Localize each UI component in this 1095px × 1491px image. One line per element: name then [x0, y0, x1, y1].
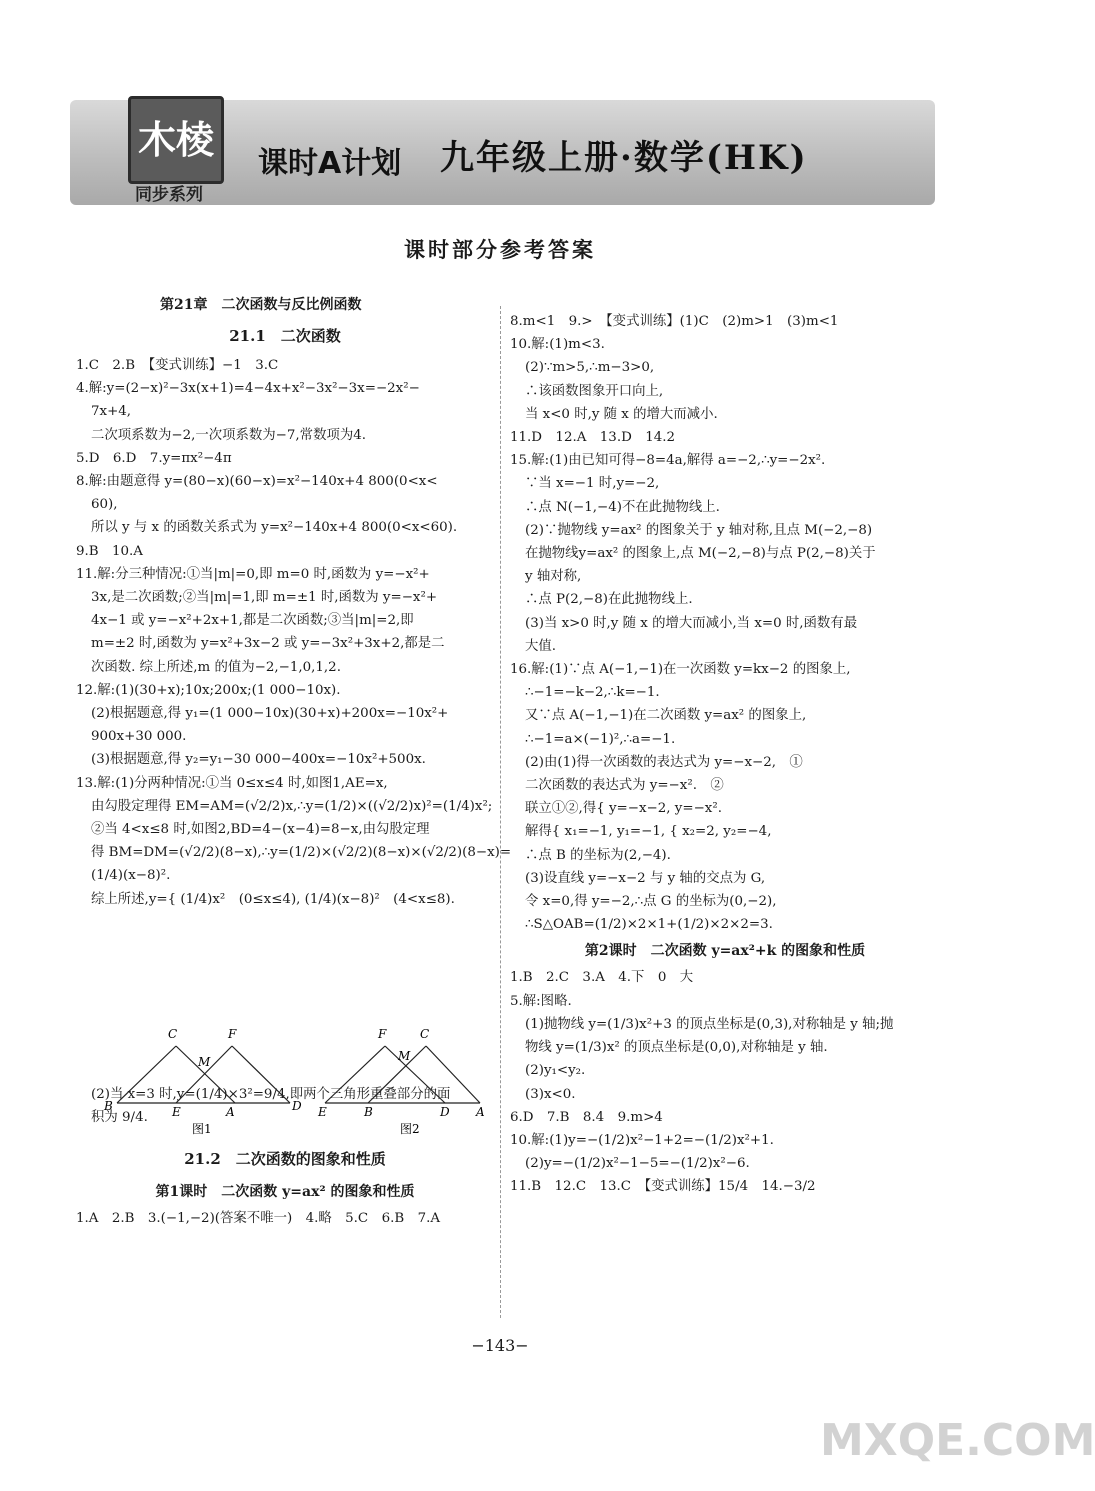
right-answer-line: y 轴对称, — [525, 569, 582, 585]
right-answer-line: (2)y=−(1/2)x²−1−5=−(1/2)x²−6. — [525, 1156, 750, 1172]
fig1-label-c: C — [168, 1027, 178, 1041]
brand-title: 课时A计划 — [258, 146, 402, 181]
left-answer-line: 9.B 10.A — [76, 543, 143, 559]
fig1-caption: 图1 — [192, 1122, 212, 1136]
left-answer-line: 8.解:由题意得 y=(80−x)(60−x)=x²−140x+4 800(0<x< — [76, 474, 438, 490]
left-answer-line: 综上所述,y={ (1/4)x² (0≤x≤4), (1/4)(x−8)² (4<x≤8). — [91, 891, 455, 907]
right-answer-line: ∴该函数图象开口向上, — [525, 383, 664, 399]
left-answer-line: 4x−1 或 y=−x²+2x+1,都是二次函数;③当|m|=2,即 — [91, 613, 414, 629]
right-answer-line: 15.解:(1)由已知可得−8=4a,解得 a=−2,∴y=−2x². — [510, 453, 826, 469]
page-number: −143− — [471, 1336, 529, 1355]
right-answer-line: 解得{ x₁=−1, y₁=−1, { x₂=2, y₂=−4, — [525, 824, 772, 840]
left-answer-line: ②当 4<x≤8 时,如图2,BD=4−(x−4)=8−x,由勾股定理 — [91, 822, 430, 838]
right-answer-line: 又∵点 A(−1,−1)在二次函数 y=ax² 的图象上, — [525, 708, 807, 724]
left-answer-line: 1.C 2.B 【变式训练】−1 3.C — [76, 358, 279, 373]
page-heading: 课时部分参考答案 — [404, 237, 596, 262]
right-answer-line: 二次函数的表达式为 y=−x². ② — [525, 778, 724, 794]
left-answer-line: (2)根据题意,得 y₁=(1 000−10x)(30+x)+200x=−10x²+ — [91, 706, 449, 722]
right-answer-line: 8.m<1 9.> 【变式训练】(1)C (2)m>1 (3)m<1 — [510, 314, 839, 329]
figure-1 — [103, 1027, 302, 1136]
left-answer-line: 13.解:(1)分两种情况:①当 0≤x≤4 时,如图1,AE=x, — [76, 775, 388, 791]
triangle-figures — [100, 1018, 500, 1143]
left-answer-line: (1/4)(x−8)². — [91, 868, 171, 884]
left-answer-line: 次函数. 综上所述,m 的值为−2,−1,0,1,2. — [91, 659, 341, 675]
fig1-label-m: M — [198, 1055, 211, 1069]
right-answer-line: 大值. — [525, 638, 557, 654]
figure-2 — [317, 1027, 485, 1136]
right-answer-line: ∵当 x=−1 时,y=−2, — [525, 476, 660, 492]
right-column — [510, 310, 940, 1199]
left-answer-line: 第21章 二次函数与反比例函数 — [160, 297, 362, 313]
left-answer-line: 5.D 6.D 7.y=πx²−4π — [76, 450, 232, 466]
left-answer-line: 12.解:(1)(30+x);10x;200x;(1 000−10x). — [76, 682, 341, 698]
right-answer-line: (3)当 x>0 时,y 随 x 的增大而减小,当 x=0 时,函数有最 — [525, 615, 858, 631]
left-answer-line: 二次项系数为−2,一次项系数为−7,常数项为4. — [91, 427, 367, 443]
watermark: MXQE.COM — [820, 1415, 1095, 1466]
right-answer-line: (2)由(1)得一次函数的表达式为 y=−x−2, ① — [525, 754, 803, 770]
left-answer-line: 60), — [91, 497, 118, 513]
right-answer-line: ∴点 B 的坐标为(2,−4). — [525, 847, 671, 863]
right-answer-line: 16.解:(1)∵点 A(−1,−1)在一次函数 y=kx−2 的图象上, — [510, 662, 851, 678]
right-answer-line: ∴−1=a×(−1)²,∴a=−1. — [525, 731, 676, 747]
fig2-label-b: B — [364, 1105, 373, 1119]
right-answer-line: 当 x<0 时,y 随 x 的增大而减小. — [525, 406, 718, 422]
right-answer-line: (1)抛物线 y=(1/3)x²+3 的顶点坐标是(0,3),对称轴是 y 轴;抛 — [525, 1016, 894, 1032]
left-answer-line: (2)当 x=3 时,y=(1/4)×3²=9/4,即两个三角形重叠部分的面 — [91, 1086, 451, 1102]
fig2-label-e: E — [318, 1105, 327, 1119]
fig1-label-f: F — [228, 1027, 237, 1041]
right-answer-line: 第2课时 二次函数 y=ax²+k 的图象和性质 — [584, 943, 866, 960]
fig2-label-c: C — [420, 1027, 430, 1041]
left-answer-line: 积为 9/4. — [91, 1110, 148, 1126]
right-answer-line: 10.解:(1)m<3. — [510, 337, 605, 353]
fig2-caption: 图2 — [400, 1122, 420, 1136]
fig2-label-f: F — [378, 1027, 387, 1041]
right-answer-line: ∴S△OAB=(1/2)×2×1+(1/2)×2×2=3. — [525, 917, 773, 933]
right-answer-line: 11.B 12.C 13.C 【变式训练】15/4 14.−3/2 — [510, 1179, 816, 1195]
book-title: 九年级上册·数学(HK) — [440, 138, 808, 178]
right-answer-line: 物线 y=(1/3)x² 的顶点坐标是(0,0),对称轴是 y 轴. — [525, 1040, 828, 1056]
right-answer-line: 联立①②,得{ y=−x−2, y=−x². — [525, 801, 722, 817]
right-answers — [510, 310, 940, 1199]
fig2-label-a: A — [476, 1105, 485, 1119]
right-answer-line: ∴点 N(−1,−4)不在此抛物线上. — [525, 499, 720, 515]
left-answers — [76, 292, 512, 911]
left-answer-line: 4.解:y=(2−x)²−3x(x+1)=4−4x+x²−3x²−3x=−2x²− — [76, 381, 420, 397]
right-answer-line: ∴点 P(2,−8)在此抛物线上. — [525, 592, 693, 608]
right-answer-line: 在抛物线y=ax² 的图象上,点 M(−2,−8)与点 P(2,−8)关于 — [525, 546, 876, 562]
right-answer-line: (2)∵抛物线 y=ax² 的图象关于 y 轴对称,且点 M(−2,−8) — [525, 522, 873, 538]
left-answer-line: 1.A 2.B 3.(−1,−2)(答案不唯一) 4.略 5.C 6.B 7.A — [76, 1211, 441, 1227]
left-answer-line: 900x+30 000. — [91, 729, 187, 745]
right-answer-line: (3)设直线 y=−x−2 与 y 轴的交点为 G, — [525, 870, 766, 886]
fig1-label-e: E — [172, 1105, 181, 1119]
column-divider — [500, 306, 501, 1318]
right-answer-line: 11.D 12.A 13.D 14.2 — [510, 430, 676, 446]
right-answer-line: 5.解:图略. — [510, 993, 572, 1009]
series-label: 同步系列 — [135, 185, 203, 205]
right-answer-line: (2)∵m>5,∴m−3>0, — [525, 360, 655, 376]
fig1-label-d: D — [292, 1099, 302, 1113]
fig1-label-a: A — [226, 1105, 235, 1119]
left-answer-line: (3)根据题意,得 y₂=y₁−30 000−400x=−10x²+500x. — [91, 752, 426, 768]
right-answer-line: 10.解:(1)y=−(1/2)x²−1+2=−(1/2)x²+1. — [510, 1132, 774, 1148]
left-answer-line: 21.2 二次函数的图象和性质 — [184, 1150, 386, 1169]
left-answer-line: 7x+4, — [91, 404, 132, 420]
left-answer-line: 所以 y 与 x 的函数关系式为 y=x²−140x+4 800(0<x<60). — [91, 520, 458, 536]
left-answer-line: 第1课时 二次函数 y=ax² 的图象和性质 — [155, 1184, 415, 1201]
right-answer-line: (2)y₁<y₂. — [525, 1063, 586, 1079]
right-answer-line: 1.B 2.C 3.A 4.下 0 大 — [510, 970, 694, 986]
left-answer-line: 21.1 二次函数 — [229, 327, 341, 345]
right-answer-line: 6.D 7.B 8.4 9.m>4 — [510, 1109, 663, 1125]
fig2-label-m: M — [398, 1049, 411, 1063]
left-answer-line: 由勾股定理得 EM=AM=(√2/2)x,∴y=(1/2)×((√2/2)x)²=(1/4)x²; — [91, 798, 493, 814]
fig1-label-b: B — [104, 1099, 113, 1113]
fig2-label-d: D — [440, 1105, 450, 1119]
right-answer-line: 令 x=0,得 y=−2,∴点 G 的坐标为(0,−2), — [525, 894, 777, 910]
right-answer-line: (3)x<0. — [525, 1086, 576, 1102]
publisher-logo — [128, 96, 224, 184]
left-answer-line: 11.解:分三种情况:①当|m|=0,即 m=0 时,函数为 y=−x²+ — [76, 566, 430, 582]
right-answer-line: ∴−1=−k−2,∴k=−1. — [525, 685, 660, 701]
logo-text: 木棱 — [137, 117, 214, 162]
left-answer-line: 得 BM=DM=(√2/2)(8−x),∴y=(1/2)×(√2/2)(8−x)×(√2/2)(8−x)= — [91, 845, 512, 861]
left-answer-line: 3x,是二次函数;②当|m|=1,即 m=±1 时,函数为 y=−x²+ — [91, 590, 438, 606]
left-answer-line: m=±2 时,函数为 y=x²+3x−2 或 y=−3x²+3x+2,都是二 — [91, 636, 445, 652]
